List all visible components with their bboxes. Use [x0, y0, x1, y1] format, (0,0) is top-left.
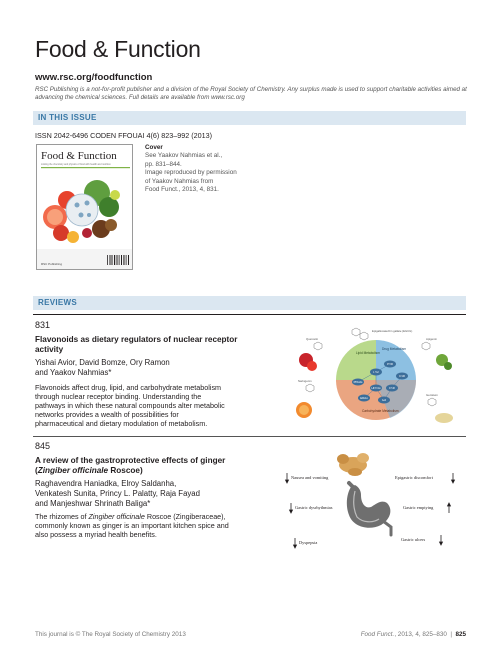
graphic-label-gastric-dys: Gastric dysrhythmias [295, 505, 333, 510]
authors-line: and Manjeshwar Shrinath Baliga* [35, 498, 151, 508]
article-title-line: A review of the gastroprotective effects of ginger [35, 456, 226, 465]
cover-caption-line: of Yaakov Nahmias from [145, 177, 214, 185]
abstract-text: The rhizomes of [35, 512, 89, 521]
journal-title: Food & Function [35, 36, 201, 62]
graphic-node-gr: GR [381, 398, 387, 402]
abstract-text: Roscoe (Zingiberaceae), [144, 512, 226, 521]
cover-caption-line: Image reproduced by permission [145, 169, 237, 177]
graphic-node-fxr: FXR [389, 386, 395, 390]
graphic-label-lipid: Lipid Metabolism [356, 351, 380, 355]
graphic-node-pxr: PXR [387, 362, 393, 366]
cover-thumb-subtitle: Linking the chemistry and physics of food with health and nutrition [41, 163, 111, 166]
title-species: Zingiber officinale [37, 466, 109, 475]
graphic-label-nausea: Nausea and vomiting [291, 475, 329, 480]
graphic-label-apigenin: Apigenin [426, 337, 437, 341]
stomach-icon [347, 483, 391, 535]
publisher-note: RSC Publishing is a not-for-profit publisher and a division of the Royal Society of Chemistry. Any surplus made is used to support charitable activities aimed at advancing the chemical sciences. Full details are available from www.rsc.org [35, 86, 467, 102]
article-divider [33, 436, 466, 437]
journal-url[interactable]: www.rsc.org/foodfunction [35, 72, 153, 83]
abstract-line: Flavonoids affect drug, lipid, and carbohydrate metabolism [35, 383, 222, 392]
graphic-node-car: CAR [399, 374, 405, 378]
cover-caption-line: See Yaakov Nahmias et al., [145, 152, 223, 160]
title-rest: Roscoe) [108, 466, 143, 475]
cover-image[interactable] [36, 144, 133, 270]
issn-line: ISSN 2042-6496 CODEN FFOUAI 4(6) 823–992 (2013) [35, 131, 212, 140]
graphic-label-genistein: Genistein [426, 393, 438, 397]
ginger-graphic [283, 447, 463, 557]
reviews-heading: REVIEWS [38, 298, 77, 307]
in-this-issue-bar [33, 111, 466, 125]
abstract-line: also possess a myriad health benefits. [35, 530, 157, 539]
graphic-label-carb: Carbohydrate Metabolism [362, 409, 399, 413]
graphic-node-erra: ERRα [360, 396, 368, 400]
article-page-number: 845 [35, 441, 51, 451]
article-authors [35, 358, 275, 378]
cover-art [37, 145, 133, 270]
cover-thumb-title: Food & Function [41, 150, 117, 162]
footer-citation [361, 631, 466, 638]
authors-line: Yishai Avior, David Bomze, Ory Ramon [35, 358, 170, 367]
abstract-line: networks provides a wealth of possibilities for [35, 410, 179, 419]
graphic-node-hnf4a: HNF4α [371, 386, 381, 390]
article-title-line: Flavonoids as dietary regulators of nuclear receptor [35, 335, 238, 344]
article-abstract [35, 512, 275, 539]
cover-caption-line: Food Funct., 2013, 4, 831. [145, 186, 219, 194]
reviews-bar [33, 296, 466, 310]
cover-caption-head: Cover [145, 144, 163, 151]
article-title[interactable] [35, 456, 275, 476]
abstract-line: commonly known as ginger is an important kitchen spice and [35, 521, 229, 530]
authors-line: Venkatesh Sunita, Princy L. Palatty, Raja Fayad [35, 488, 200, 498]
graphic-label-epigastric: Epigastric discomfort [395, 475, 433, 480]
article-title-line: activity [35, 345, 64, 354]
authors-line: and Yaakov Nahmias* [35, 367, 112, 377]
footer-copyright: This journal is © The Royal Society of Chemistry 2013 [35, 631, 186, 638]
graphic-label-naringenin: Naringenin [298, 379, 312, 383]
in-this-issue-heading: IN THIS ISSUE [38, 113, 97, 122]
abstract-line: pathways in which these natural compounds alter metabolic [35, 401, 225, 410]
footer-separator: | [446, 631, 456, 638]
cover-caption-line: pp. 831–844. [145, 160, 182, 168]
article-authors [35, 479, 275, 508]
graphic-label-quercetin: Quercetin [306, 337, 319, 341]
authors-line: Raghavendra Haniadka, Elroy Saldanha, [35, 479, 177, 488]
graphic-label-dyspepsia: Dyspepsia [299, 540, 318, 545]
article-title-line [35, 466, 275, 476]
article-page-number: 831 [35, 320, 51, 330]
abstract-species: Zingiber officinale [88, 512, 145, 521]
footer-journal: Food Funct. [360, 631, 395, 638]
ginger-root-icon [337, 453, 369, 476]
cover-thumb-rsc: RSC Publishing [41, 262, 63, 266]
article-title[interactable] [35, 335, 275, 355]
graphic-label-egcg: Epigallocatechin gallate (EGCG) [372, 329, 413, 333]
article-abstract [35, 383, 275, 428]
graphic-label-ulcers: Gastric ulcers [401, 537, 426, 542]
abstract-line: pharmaceutical and dietary modulation of metabolism. [35, 419, 208, 428]
title-paren-open: ( [35, 466, 38, 475]
graphic-node-lxr: LXR [373, 370, 379, 374]
abstract-line: through nuclear receptor binding. Understanding the [35, 392, 202, 401]
article-divider [33, 314, 466, 315]
footer-citation-rest: , 2013, 4, 825–830 [394, 631, 447, 638]
graphic-label-emptying: Gastric emptying [403, 505, 434, 510]
flavonoid-graphic [292, 326, 460, 434]
abstract-line [35, 512, 275, 521]
graphic-label-drug: Drug Metabolism [382, 347, 407, 351]
cover-caption [145, 144, 265, 194]
footer-page-number: 825 [455, 631, 466, 638]
graphic-node-ppars: PPARs [353, 380, 363, 384]
